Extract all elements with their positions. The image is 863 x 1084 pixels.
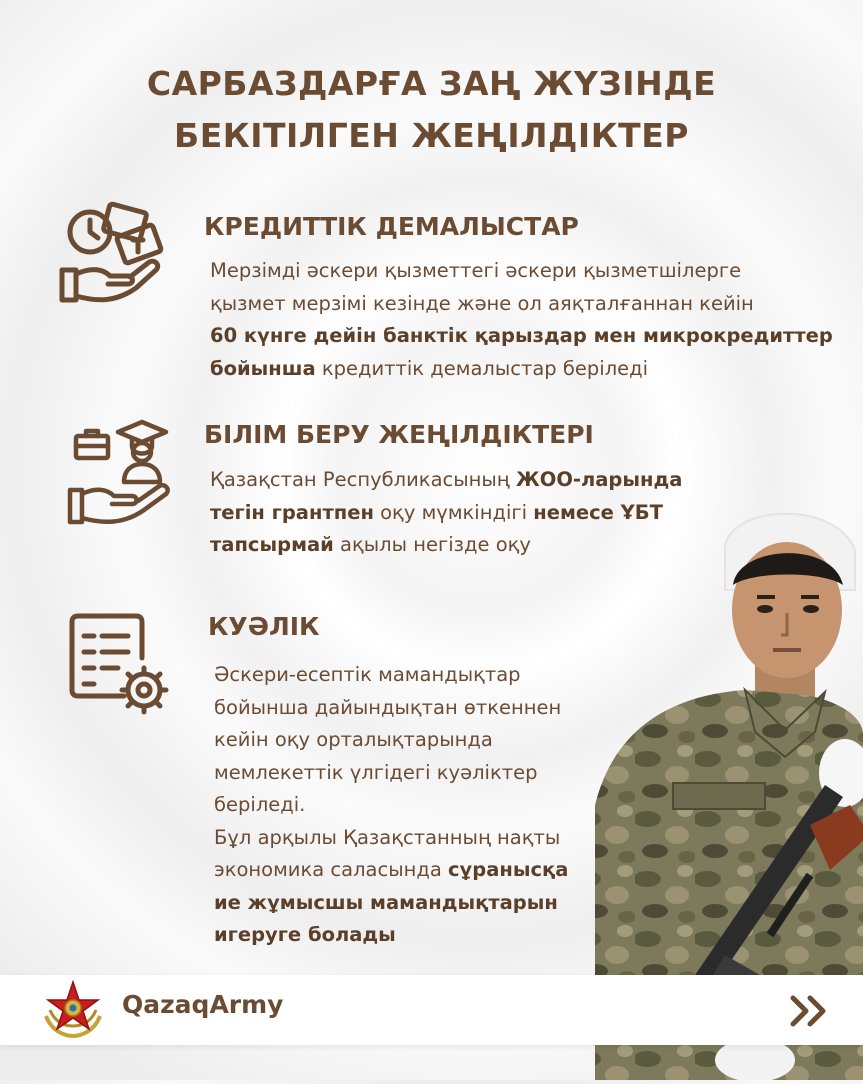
body-text: Әскери-есептік мамандықтар bbox=[214, 663, 521, 686]
section-text-line bbox=[210, 353, 833, 386]
body-text: беріледі. bbox=[214, 793, 306, 816]
emphasized-text: ие жұмысшы мамандықтарын bbox=[214, 890, 558, 914]
section-text-line bbox=[210, 464, 682, 497]
emphasized-text: 60 күнге дейін банктік қарыздар мен микрокредиттер bbox=[210, 324, 833, 347]
section-heading-credit: КРЕДИТТІК ДЕМАЛЫСТАР bbox=[204, 212, 579, 241]
section-text-line bbox=[214, 757, 568, 790]
body-text: Мерзімді әскери қызметтегі әскери қызметшілерге bbox=[210, 259, 742, 282]
section-text-line bbox=[214, 692, 568, 725]
body-text: бойынша дайындықтан өткеннен bbox=[214, 695, 562, 719]
body-text: мемлекеттік үлгідегі куәліктер bbox=[214, 760, 538, 784]
body-text: кейін оқу орталықтарында bbox=[214, 728, 493, 751]
emphasized-text: немесе ҰБТ bbox=[533, 500, 663, 524]
section-text-line bbox=[210, 320, 833, 353]
section-text-credit bbox=[210, 255, 833, 385]
body-text: оқу мүмкіндігі bbox=[373, 500, 534, 524]
section-text-line bbox=[214, 854, 568, 887]
section-text-line bbox=[214, 822, 568, 855]
section-text-line bbox=[214, 887, 568, 920]
emphasized-text: игеруге болады bbox=[214, 923, 396, 946]
army-star-emblem-icon bbox=[40, 980, 106, 1042]
education-icon bbox=[66, 418, 178, 528]
body-text: Бұл арқылы Қазақстанның нақты bbox=[214, 825, 561, 849]
body-text: кредиттік демалыстар беріледі bbox=[315, 356, 649, 380]
section-text-certificate bbox=[214, 659, 568, 952]
section-text-line bbox=[214, 789, 568, 822]
section-text-line bbox=[214, 919, 568, 952]
body-text: қызмет мерзімі кезінде және ол аяқталғаннан кейін bbox=[210, 291, 754, 315]
brand-name: QazaqArmy bbox=[122, 990, 284, 1019]
body-text: ақылы негізде оқу bbox=[333, 533, 531, 556]
section-text-line bbox=[210, 288, 833, 321]
certificate-icon bbox=[66, 612, 178, 722]
page-title-line-1: САРБАЗДАРҒА ЗАҢ ЖҮЗІНДЕ bbox=[146, 64, 717, 103]
emphasized-text: сұранысқа bbox=[447, 858, 569, 881]
body-text: Қазақстан Республикасының bbox=[210, 468, 516, 491]
section-text-line bbox=[210, 255, 833, 288]
page-title-line-2: БЕКІТІЛГЕН ЖЕҢІЛДІКТЕР bbox=[174, 116, 689, 155]
section-text-line bbox=[214, 724, 568, 757]
emphasized-text: бойынша bbox=[210, 356, 316, 380]
emphasized-text: тапсырмай bbox=[210, 533, 334, 556]
credit-holiday-icon bbox=[58, 200, 178, 310]
emphasized-text: тегін грантпен bbox=[210, 500, 374, 524]
section-text-line bbox=[214, 659, 568, 692]
page-title bbox=[0, 58, 863, 162]
section-heading-education: БІЛІМ БЕРУ ЖЕҢІЛДІКТЕРІ bbox=[204, 420, 594, 449]
body-text: экономика саласында bbox=[214, 858, 448, 881]
emphasized-text: ЖОО-ларында bbox=[515, 468, 683, 491]
double-chevron-right-icon[interactable] bbox=[788, 994, 830, 1032]
section-heading-certificate: КУӘЛІК bbox=[208, 612, 320, 641]
